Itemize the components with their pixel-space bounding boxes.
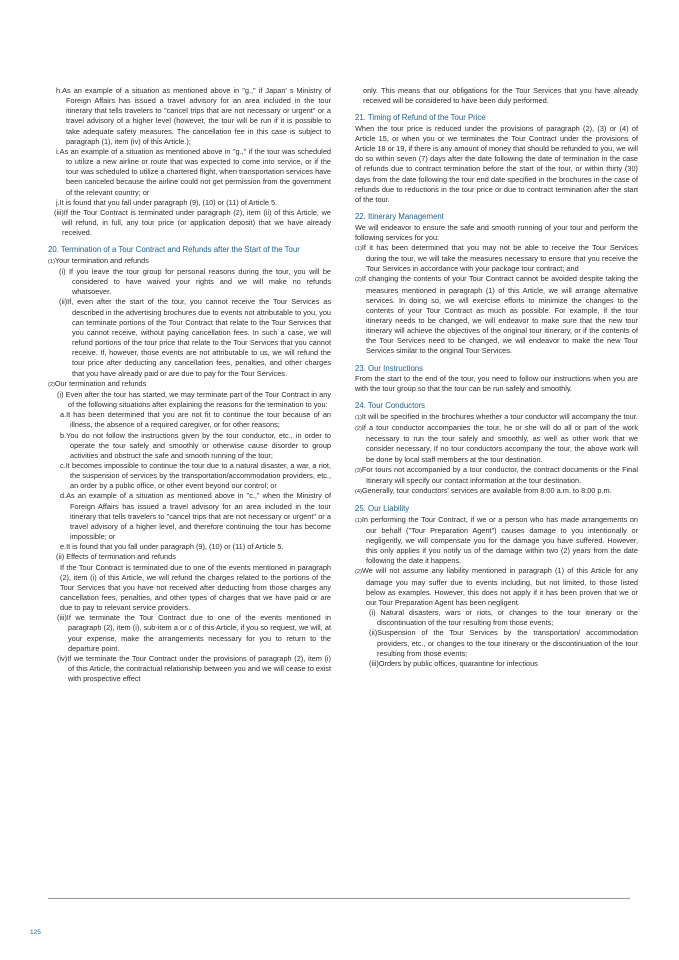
paragraph-text: h.As an example of a situation as mentioned above in "g.," if Japan' s Ministry of Foreign Affairs has issued a travel advisory for an area included in the tour itinerary that tells travelers to "cancel trips that are not necessary or urgent" or a travel advisory of a higher level (however, the tour will be run if it is possible to take adequate safety measures. The cancellation fee in this case is subject to paragraph (1), item (iv) of this Article.);	[56, 86, 331, 146]
paragraph-text: We will not assume any liability mentioned in paragraph (1) of this Article for any damage you may suffer due to events including, but not limited, to those listed below as examples. However, this does not apply if it has been proven that we or our Tour Preparation Agent has been negligent.	[361, 566, 638, 607]
paragraph	[355, 486, 638, 497]
paragraph-text: (i) Even after the tour has started, we may terminate part of the Tour Contract in any of the following situations after explaining the reasons for the termination to you:	[57, 389, 331, 410]
footer-divider	[48, 898, 630, 899]
item-marker: (2)	[355, 277, 362, 284]
paragraph	[48, 297, 331, 378]
paragraph-text: It will be specified in the brochures whether a tour conductor will accompany the tour.	[361, 411, 638, 421]
paragraph-text: 25. Our Liability	[355, 504, 410, 514]
item-marker: (4)	[355, 489, 362, 495]
paragraph-text: (i) Natural disasters, wars or riots, or changes to the tour itinerary or the discontinuation of the tour resulting from those events;	[369, 608, 638, 628]
paragraph	[355, 566, 638, 608]
item-marker: (1)	[355, 414, 362, 421]
paragraph	[355, 274, 638, 356]
paragraph-text: Your termination and refunds	[54, 255, 149, 265]
paragraph	[355, 223, 638, 243]
paragraph	[48, 654, 331, 684]
paragraph-text: c.It becomes impossible to continue the tour due to a natural disaster, a war, a riot, the suspension of services by the transportation/accommodation providers, etc., an order by a public office, or other event beyond our control; or	[60, 460, 331, 491]
paragraph-text: d.As an example of a situation as mentioned above in "c.," when the Ministry of Foreign Affairs has issued a travel advisory for an area included in the tour itinerary that tells travelers to "cancel trips that are not necessary or urgent" or a travel advisory of a higher level, and therefore continuing the tour has become impossible; or	[60, 491, 331, 542]
paragraph	[48, 379, 331, 390]
item-marker: (3)	[355, 467, 362, 474]
paragraph-text: a.It has been determined that you are not fit to continue the tour because of an illness, the absence of a required caregiver, or for other reasons;	[60, 410, 331, 430]
paragraph-text: 24. Tour Conductors	[355, 401, 426, 411]
paragraph-text: Our termination and refunds	[54, 378, 147, 388]
paragraph	[48, 491, 331, 542]
paragraph	[48, 542, 331, 552]
item-marker: (1)	[48, 258, 55, 265]
paragraph	[355, 374, 638, 394]
paragraph-text: b.You do not follow the instructions given by the tour conductor, etc., in order to operate the tour safely and smoothly or otherwise cause disorder to group activities and obstruct the safe and smooth running of the tour;	[60, 430, 331, 460]
paragraph-text: If it has been determined that you may not be able to receive the Tour Services during the tour, we will take the measures necessary to ensure that you receive the Tour Services in accordance with your package tour contract; and	[361, 242, 638, 274]
page-number: 125	[30, 929, 41, 936]
paragraph-text: Generally, tour conductors' services are available from 8:00 a.m. to 8:00 p.m.	[361, 486, 612, 495]
paragraph-text: (ii)Suspension of the Tour Services by the transportation/ accommodation providers, etc., or changes to the tour itinerary or the discontinuation of the tour resulting from those events;	[369, 628, 638, 658]
left-column	[48, 86, 331, 684]
paragraph-text: (iii)If the Tour Contract is terminated under paragraph (2), item (ii) of this Article, we will refund, in full, any tour price (or application deposit) that we have already received.	[54, 207, 331, 238]
paragraph-text: 22. Itinerary Management	[355, 212, 444, 222]
paragraph	[48, 563, 331, 614]
paragraph-text: only. This means that our obligations for the Tour Services that you have already received will be considered to have been duly performed.	[363, 86, 638, 106]
paragraph	[48, 86, 331, 147]
paragraph-text: j.It is found that you fall under paragraph (9), (10) or (11) of Article 5.	[56, 197, 278, 207]
section-heading	[355, 401, 638, 412]
paragraph-text: From the start to the end of the tour, you need to follow our instructions when you are with the tour group so that the tour can be run safely and smoothly.	[355, 374, 638, 394]
paragraph	[355, 86, 638, 106]
paragraph	[48, 208, 331, 238]
paragraph-text: (iii)If we terminate the Tour Contract due to one of the events mentioned in paragraph (2), item (i), sub-item a or c of this Article, if you so request, we will, at your expense, make the arrangements necessary for you to return to the departure point.	[57, 613, 331, 653]
paragraph-text: i.As an example of a situation as mentioned above in "g.," if the tour was scheduled to utilize a new airline or route that was expected to come into service, or if the tour was scheduled to utilize a chartered flight, when transportation services have been canceled because the airline could not get permission from the government of the relevant country; or	[56, 146, 331, 197]
paragraph	[48, 267, 331, 297]
paragraph	[48, 198, 331, 208]
item-marker: (2)	[48, 381, 55, 388]
paragraph	[48, 461, 331, 491]
paragraph	[48, 552, 331, 562]
section-heading	[355, 212, 638, 223]
paragraph	[48, 256, 331, 267]
paragraph	[355, 243, 638, 274]
paragraph-text: If a tour conductor accompanies the tour, he or she will do all or part of the work necessary to run the tour safely and smoothly, as well as other work that we consider necessary. If no tour conductors accompany the tour, the above work will be done by local staff members at the tour destination.	[361, 423, 638, 464]
paragraph	[355, 423, 638, 465]
paragraph-text: (iv)If we terminate the Tour Contract under the provisions of paragraph (2), item (i) of this Article, the contractual relationship between you and we will cease to exist with prospective effect	[57, 653, 331, 684]
section-heading	[48, 245, 331, 256]
paragraph-text: We will endeavor to ensure the safe and smooth running of your tour and perform the following services for you:	[355, 222, 638, 242]
item-marker: (1)	[355, 245, 362, 252]
paragraph-text: 23. Our Instructions	[355, 363, 424, 373]
paragraph-text: (ii) Effects of termination and refunds	[56, 552, 176, 562]
paragraph	[48, 410, 331, 430]
paragraph-text: (iii)Orders by public offices, quarantine for infectious	[369, 658, 538, 668]
paragraph-text: When the tour price is reduced under the provisions of paragraph (2), (3) or (4) of Article 15, or when you or we terminates the Tour Contract under the provisions of Article 18 or 19, if there is any amount of money that should be refunded to you, we will do so within seven (7) days after the date following the date of termination in the case of refunds due to contract termination before the start of the tour, or within thirty (30) days from the date following the tour end date specified in the brochures in the case of refunds due to reductions in the tour price or due to contract termination after the start of the tour.	[355, 123, 638, 204]
paragraph	[48, 613, 331, 654]
paragraph	[355, 515, 638, 567]
paragraph-text: For tours not accompanied by a tour conductor, the contract documents or the Final Itinerary will specify our contact information at the tour destination.	[361, 464, 638, 485]
section-heading	[355, 504, 638, 515]
section-heading	[355, 364, 638, 375]
paragraph	[355, 659, 638, 669]
paragraph-text: If the Tour Contract is terminated due to one of the events mentioned in paragraph (2), item (i) of this Article, we will refund the charges related to the portions of the Tour Services that you have not received after deducting from those charges any cancellation fees, penalties, and other types of charges that we have paid or are due to pay to relevant service providers.	[60, 562, 331, 613]
paragraph-text: (ii)If, even after the start of the tour, you cannot receive the Tour Services as described in the advertising brochures due to events not attributable to you, you can terminate portions of the Tour Contract that relate to the Tour Services that you cannot receive, without paying cancellation fees. In such a case, we will refund portions of the tour price that relate to the Tour Services that you cannot receive. If, however, those events are not attributable to us, we will refund the tour price after deducting any cancellation fees, penalties, and other charges that you have already paid or are due to pay for the Tour Services.	[59, 297, 331, 378]
item-marker: (1)	[355, 517, 362, 524]
paragraph-text: e.It is found that you fall under paragraph (9), (10) or (11) of Article 5.	[60, 542, 284, 552]
paragraph	[48, 147, 331, 198]
paragraph	[355, 628, 638, 658]
paragraph-text: In performing the Tour Contract, if we or a person who has made arrangements on our behalf ("Tour Preparation Agent") causes damage to you intentionally or negligently, we will compensate you for the damage you have suffered. However, this only applies if you notify us of the damage within two (2) years from the date following the date it happens.	[361, 514, 638, 566]
paragraph	[355, 465, 638, 486]
paragraph-text: (i) If you leave the tour group for personal reasons during the tour, you will be considered to have waived your rights and we will make no refunds whatsoever.	[59, 267, 331, 297]
right-column	[355, 86, 638, 669]
paragraph-text: 20. Termination of a Tour Contract and Refunds after the Start of the Tour	[48, 245, 300, 255]
item-marker: (2)	[355, 569, 362, 576]
paragraph	[48, 431, 331, 461]
paragraph-text: If changing the contents of your Tour Contract cannot be avoided despite taking the measures mentioned in paragraph (1) of this Article, we will arrange alternative services. In doing so, we will exercise efforts to minimize the changes to the contents of your Tour Contract as much as possible. For example, if the tour itinerary needs to be changed, we will endeavor to make sure that the new tour itinerary will achieve the objectives of the original tour itinerary, or if the contents of the Tour Services need to be changed, we will endeavor to make the new Tour Services similar to the original Tour Services.	[361, 274, 638, 356]
item-marker: (2)	[355, 426, 362, 433]
paragraph	[355, 124, 638, 205]
paragraph	[48, 390, 331, 410]
paragraph	[355, 608, 638, 628]
section-heading	[355, 113, 638, 124]
paragraph-text: 21. Timing of Refund of the Tour Price	[355, 113, 486, 123]
paragraph	[355, 412, 638, 423]
